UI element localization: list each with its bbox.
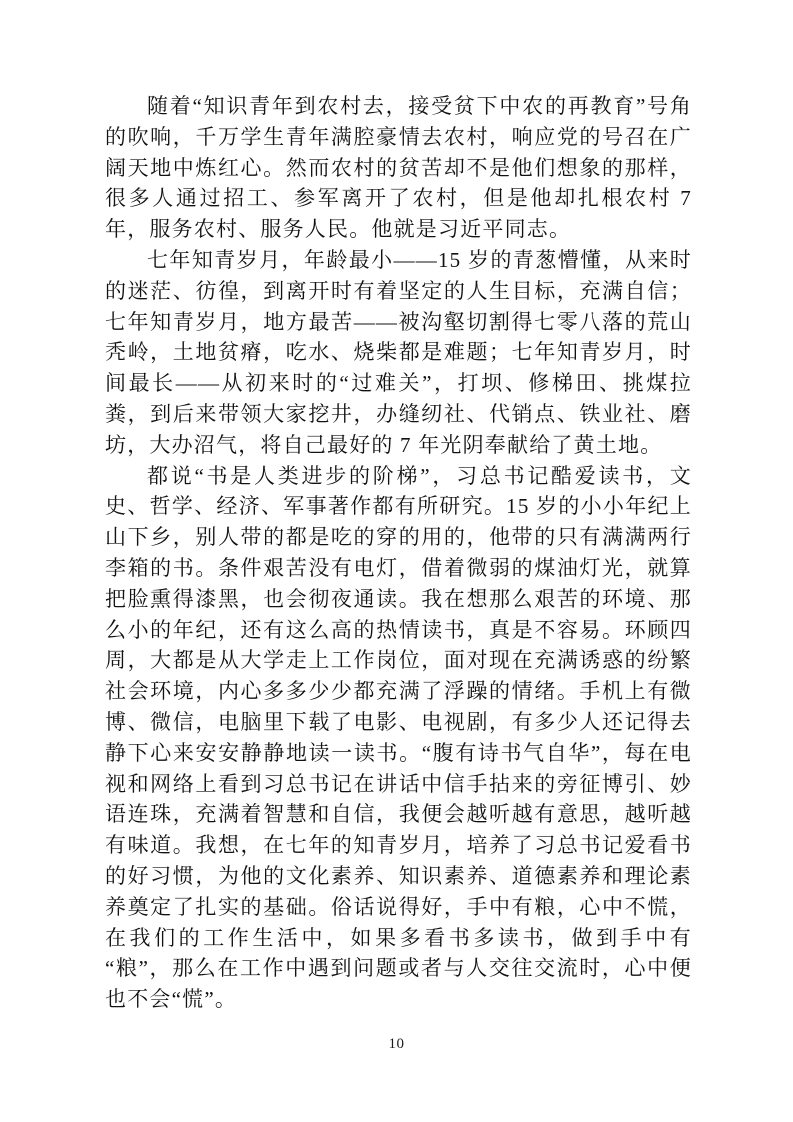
page-number: 10 [388,1036,405,1052]
paragraph-reading: 都说“书是人类进步的阶梯”，习总书记酷爱读书，文史、哲学、经济、军事著作都有所研究。15 岁的小小年纪上山下乡，别人带的都是吃的穿的用的，他带的只有满满两行李箱的书。条件艰苦没有电灯，借着微弱的煤油灯光，就算把脸熏得漆黑，也会彻夜通读。我在想那么艰苦的环境、那么小的年纪，还有这么高的热情读书，真是不容易。环顾四周，大都是从大学走上工作岗位，面对现在充满诱惑的纷繁社会环境，内心多多少少都充满了浮躁的情绪。手机上有微博、微信，电脑里下载了电影、电视剧，有多少人还记得去静下心来安安静静地读一读书。“腹有诗书气自华”，每在电视和网络上看到习总书记在讲话中信手拈来的旁征博引、妙语连珠，充满着智慧和自信，我便会越听越有意思，越听越有味道。我想，在七年的知青岁月，培养了习总书记爱看书的好习惯，为他的文化素养、知识素养、道德素养和理论素养奠定了扎实的基础。俗话说得好，手中有粮，心中不慌，在我们的工作生活中，如果多看书多读书，做到手中有“粮”，那么在工作中遇到问题或者与人交往交流时，心中便也不会“慌”。 [105,463,692,1012]
paragraph-seven-years: 七年知青岁月，年龄最小——15 岁的青葱懵懂，从来时的迷茫、彷徨，到离开时有着坚定的人生目标，充满自信；七年知青岁月，地方最苦——被沟壑切割得七零八落的荒山秃岭，土地贫瘠，吃水、烧柴都是难题；七年知青岁月，时间最长——从初来时的“过难关”，打坝、修梯田、挑煤拉粪，到后来带领大家挖井，办缝纫社、代销点、铁业社、磨坊，大办沼气，将自己最好的 7 年光阴奉献给了黄土地。 [105,247,692,457]
document-body [105,91,692,1015]
paragraph-intro: 随着“知识青年到农村去，接受贫下中农的再教育”号角的吹响，千万学生青年满腔豪情去农村，响应党的号召在广阔天地中炼红心。然而农村的贫苦却不是他们想象的那样，很多人通过招工、参军离开了农村，但是他却扎根农村 7 年，服务农村、服务人民。他就是习近平同志。 [105,94,692,242]
